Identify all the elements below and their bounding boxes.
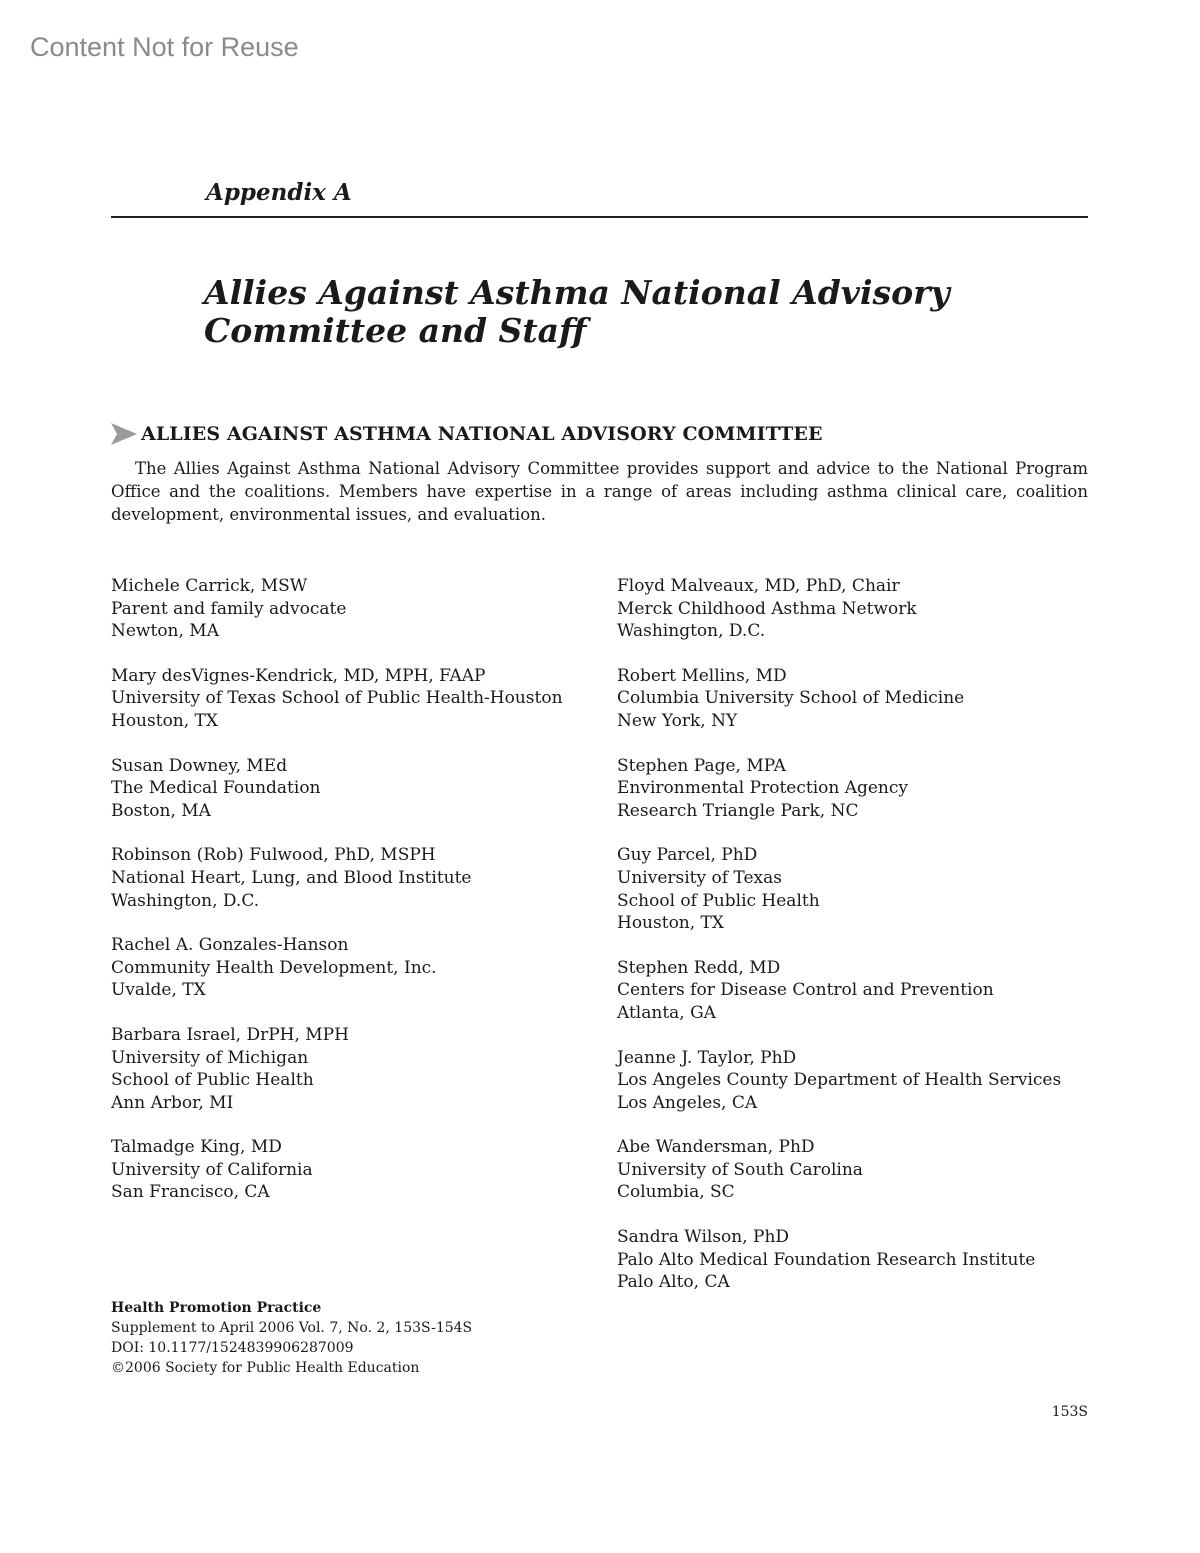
member-detail: Palo Alto, CA [617,1272,730,1293]
member-entry [617,755,1097,823]
member-detail: Columbia University School of Medicine [617,688,965,709]
member-entry [617,844,1097,934]
member-detail: School of Public Health [111,1070,314,1091]
member-detail: School of Public Health [617,890,820,911]
member-detail: San Francisco, CA [111,1182,270,1203]
member-name: Abe Wandersman, PhD [617,1137,815,1158]
member-entry [617,1136,1097,1204]
member-detail: New York, NY [617,710,738,731]
header-rule [111,216,1088,218]
member-name: Talmadge King, MD [111,1137,282,1158]
journal-name: Health Promotion Practice [111,1300,322,1316]
member-detail: University of Texas School of Public Health-Houston [111,688,563,709]
member-name: Mary desVignes-Kendrick, MD, MPH, FAAP [111,665,486,686]
page-title [204,274,1064,350]
member-detail: Boston, MA [111,800,211,821]
member-detail: Uvalde, TX [111,980,206,1001]
member-detail: Houston, TX [617,913,724,934]
member-name: Robert Mellins, MD [617,665,787,686]
member-name: Barbara Israel, DrPH, MPH [111,1024,349,1045]
member-detail: National Heart, Lung, and Blood Institute [111,867,472,888]
member-detail: Parent and family advocate [111,598,347,619]
title-line-1: Allies Against Asthma National Advisory [204,273,950,312]
member-detail: Atlanta, GA [617,1002,716,1023]
page-number: 153S [1051,1404,1088,1420]
section-intro: The Allies Against Asthma National Advisory Committee provides support and advice to the National Program Office and the coalitions. Members have expertise in a range of areas including asthma clinical care, coalition development, environmental issues, and evaluation. [111,459,1088,524]
member-entry [111,844,601,912]
member-detail: Houston, TX [111,710,218,731]
member-name: Stephen Page, MPA [617,755,786,776]
member-detail: Merck Childhood Asthma Network [617,598,917,619]
member-detail: University of California [111,1159,313,1180]
member-entry [617,575,1097,643]
member-detail: Washington, D.C. [617,621,766,642]
right-member-column [617,575,1097,1316]
member-name: Sandra Wilson, PhD [617,1227,790,1248]
member-name: Floyd Malveaux, MD, PhD, Chair [617,576,900,596]
member-detail: Newton, MA [111,621,219,642]
member-name: Jeanne J. Taylor, PhD [617,1047,797,1068]
member-entry [617,665,1097,733]
watermark: Content Not for Reuse [30,32,299,62]
doi: DOI: 10.1177/1524839906287009 [111,1340,354,1356]
title-line-2: Committee and Staff [204,311,587,350]
member-name: Rachel A. Gonzales-Hanson [111,935,349,956]
member-detail: University of Texas [617,867,782,888]
section-heading [111,422,823,446]
member-entry [617,957,1097,1025]
member-detail: Ann Arbor, MI [111,1092,234,1113]
member-detail: Centers for Disease Control and Prevention [617,980,994,1001]
supplement-info: Supplement to April 2006 Vol. 7, No. 2, 153S-154S [111,1320,473,1336]
arrow-right-icon [111,423,137,445]
member-detail: Los Angeles, CA [617,1092,758,1113]
member-detail: Community Health Development, Inc. [111,957,437,978]
member-entry [111,755,601,823]
member-name: Susan Downey, MEd [111,755,288,776]
member-detail: Los Angeles County Department of Health Services [617,1070,1062,1091]
member-entry [111,665,601,733]
member-detail: Research Triangle Park, NC [617,800,859,821]
member-detail: The Medical Foundation [111,778,321,799]
member-detail: Washington, D.C. [111,890,260,911]
member-entry [111,1136,601,1204]
member-detail: University of Michigan [111,1047,309,1068]
journal-footer [111,1298,472,1378]
section-title: ALLIES AGAINST ASTHMA NATIONAL ADVISORY COMMITTEE [141,423,823,445]
member-name: Guy Parcel, PhD [617,845,758,866]
member-name: Stephen Redd, MD [617,957,781,978]
copyright: ©2006 Society for Public Health Education [111,1360,420,1376]
member-entry [617,1226,1097,1294]
member-name: Michele Carrick, MSW [111,576,308,596]
member-entry [111,1024,601,1114]
member-detail: Columbia, SC [617,1182,735,1203]
member-name: Robinson (Rob) Fulwood, PhD, MSPH [111,845,436,866]
appendix-label: Appendix A [206,179,352,206]
member-entry [617,1047,1097,1115]
member-detail: Environmental Protection Agency [617,778,909,799]
member-detail: Palo Alto Medical Foundation Research Institute [617,1249,1036,1270]
member-detail: University of South Carolina [617,1159,863,1180]
member-entry [111,934,601,1002]
left-member-column [111,575,601,1226]
member-entry [111,575,601,643]
